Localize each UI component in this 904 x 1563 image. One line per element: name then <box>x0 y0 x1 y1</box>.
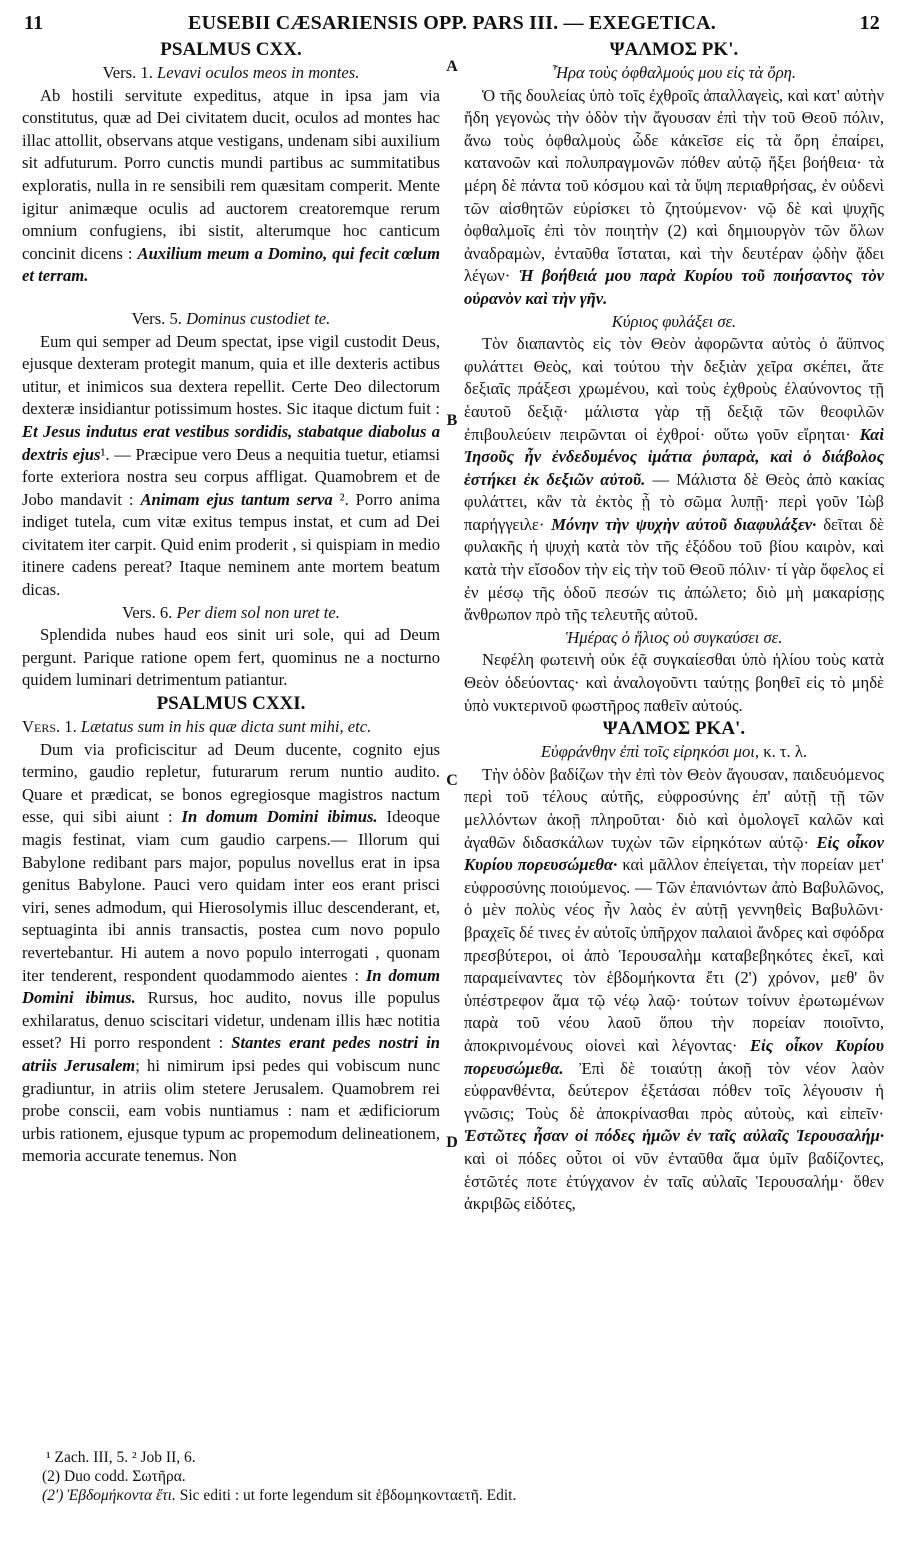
latin-column <box>22 38 440 1168</box>
paragraph <box>464 764 884 1216</box>
paragraph-text: Eum qui semper ad Deum spectat, ipse vigil custodit Deus, ejusque dexteram protegit manum, quia et ille dexteris actibus utitur, et inimicos sua dextera repellit. Certe Deo dilectorum dexteræ insidiantur potissimum hostes. Sic itaque dictum fuit : <box>22 331 440 419</box>
quotation: Stantes erant pedes nostri in atriis Jerusalem <box>22 1033 440 1075</box>
paragraph: Νεφέλη φωτεινὴ οὐκ ἐᾷ συγκαίεσθαι ὑπὸ ἡλίου τοὺς κατὰ Θεὸν ὁδεύοντας· καὶ ἀναλογοῦντι ταύτῃς βοηθεῖ εἰς τὸ μηδὲ ὑπὸ νυκτερινοῦ φωστῆρος παθεῖν αὐτούς. <box>464 650 884 715</box>
paragraph-text: καὶ μᾶλλον ἐπείγεται, τὴν πορείαν μετ' εὐφροσύνης ποιούμενος. — Τῶν ἐπανιόντων ἀπὸ Βαβυλῶνος, ὁ μὲν πολὺς νέος ἦν λαὸς ἐν αὐτῇ γεννηθεὶς Βαβυλῶνι· βραχεῖς δέ τινες ἐν αὐτοῖς ὑπῆρχον παλαιοὶ ἄνδρες καὶ σφόδρα πρεσβύτεροι, οἱ ἀπὸ Ἱερουσαλὴμ καταβεβηκότες ἐκεῖ, καὶ παραμείναντες τὸν ἑβδομήκοντα ἔτι (2') χρόνον, μεθ' ὃν ὑπέστρεφον ἅμα τῷ νέῳ λαῷ· τούτων τοίνυν ἐρωτωμένων παρὰ τοῦ νέου λαοῦ ὅπου τὴν πορείαν ποιοῖντο, ἀποκρινομένους οἱονεὶ καὶ λέγοντας· <box>464 855 884 1055</box>
quotation: In domum Domini ibimus. <box>181 807 378 827</box>
verse-label: Vers. 6. <box>122 602 173 622</box>
page-number-left: 11 <box>24 12 44 34</box>
verse-text: Lætatus sum in his quæ dicta sunt mihi, etc. <box>80 717 372 737</box>
paragraph-text: ¹. — Præcipue vero Deus a nequitia tuetur, etiamsi forte exteriora nostra seu corpus affligat. Quamobrem et de Jobo mandavit : <box>22 444 440 509</box>
footnote-2: (2) Duo codd. Σωτῆρα. <box>42 1468 186 1485</box>
paragraph-text: Ideoque magis festinat, viam cum gaudio carpens.— Illorum qui Babylone redibant pars major, populus novellus erat in ipsa genitus Babylone. Pauci vero quidam inter eos erant prisci viri, senes admodum, qui Hierosolymis illuc descenderant, et, septuaginta ibi annis transactis, postea cum novo populo revertebantur. Hi autem a novo populo interrogati , quonam iter tenderent, respondent quodammodo aientes : <box>22 807 440 985</box>
paragraph-text: Τὸν διαπαντὸς εἰς τὸν Θεὸν ἀφορῶντα αὐτὸς ὁ ἄϋπνος φυλάττει Θεὸς, καὶ τούτου τὴν δεξιὰν χεῖρα σκέπει, ἅτε δεξιαῖς πράξεσι χρωμένου, καὶ τοὺς ἐχθροὺς ἐλαύνοντος τῇ ἑαυτοῦ δεξιᾷ· μάλιστα γὰρ τῇ δεξιᾷ τῶν θεοφιλῶν ἐπιβουλεύειν πειρῶνται οἱ ἐχθροί· οὕτω γοῦν εἴρηται· <box>464 334 884 444</box>
quotation: Καὶ Ἰησοῦς ἦν ἐνδεδυμένος ἱμάτια ῥυπαρὰ, καὶ ὁ διάβολος ἑστήκει ἐκ δεξιῶν αὐτοῦ. <box>464 424 884 489</box>
verse-text: Levavi oculos meos in montes. <box>157 63 360 82</box>
verse-heading <box>22 602 440 625</box>
paragraph-text: ; hi nimirum ipsi pedes qui vobiscum nunc gradiuntur, in atriis olim stetere Jerusalem. Quamobrem rei probe conscii, eam vobis nuntiamus : nam et ædificiorum urbis rationem, ejusque typum ac propemodum delineationem, memoria accurate tenemus. Non <box>22 1055 440 1166</box>
verse-label: Vers. 1. <box>22 717 77 737</box>
running-title: EUSEBII CÆSARIENSIS OPP. PARS III. — EXEGETICA. <box>188 12 716 34</box>
quotation: Animam ejus tantum serva <box>140 489 333 509</box>
paragraph <box>22 85 440 288</box>
quotation: Ἡ βοήθειά μου παρὰ Κυρίου τοῦ ποιήσαντος τὸν οὐρανὸν καὶ τὴν γῆν. <box>464 266 884 308</box>
quotation: Ἑστῶτες ἦσαν οἱ πόδες ἡμῶν ἐν ταῖς αὐλαῖς Ἱερουσαλήμ· <box>464 1126 884 1146</box>
psalm-121-title-greek: ΨΑΛΜΟΣ ΡΚΑ'. <box>602 718 746 740</box>
footnote-3-text: Sic editi : ut forte legendum sit ἑβδομηκονταετῆ. Edit. <box>179 1487 517 1504</box>
verse-heading: Κύριος φυλάξει σε. <box>611 311 737 331</box>
quotation: Μόνην τὴν ψυχὴν αὐτοῦ διαφυλάξεν· <box>551 514 817 534</box>
paragraph <box>464 333 884 627</box>
paragraph-text: Dum via proficiscitur ad Deum ducente, cognito ejus termino, gaudio repletur, futurarum rerum nuntio audito. Quare et prædicat, se bonos egregiosque magistros nactum esse, qui sibi aiunt : <box>22 739 440 827</box>
verse-heading <box>22 308 440 331</box>
paragraph <box>22 331 440 602</box>
paragraph-text: — Μάλιστα δὲ Θεὸς ἀπὸ κακίας φυλάττει, κἂν τὰ ἐκτὸς ᾖ τὸ σῶμα λυπῇ· περὶ γοῦν Ἰὼβ παρήγγειλε· <box>464 469 885 534</box>
quotation: Et Jesus indutus erat vestibus sordidis, stabatque diabolus a dextris ejus <box>22 421 440 464</box>
quotation: Εἰς οἶκον Κυρίου πορευσώμεθα· <box>464 832 884 875</box>
verse-heading <box>22 716 440 739</box>
verse-text: Dominus custodiet te. <box>186 308 331 328</box>
paragraph-text: Ab hostili servitute expeditus, atque in ipsa jam via constitutus, quæ ad Dei civitatem ducit, oculos ad montes hac illac attollit, observans atque vestigans, undenam sibi auxilium sit adfuturum. Porro cunctis mundi partibus ac summitatibus exploratis, nulla in re sensibili rem quæsitam comperit. Mente igitur animæque oculis ad auctorem creatoremque rerum omnium confugiens, ibi sistit, alterumque hoc canticum concinit dicens : <box>22 85 440 263</box>
footnotes <box>24 1448 884 1505</box>
verse-heading: Ἦρα τοὺς ὀφθαλμούς μου εἰς τὰ ὄρη. <box>551 63 797 82</box>
paragraph <box>22 739 440 1168</box>
verse-heading <box>464 741 884 764</box>
running-header <box>22 12 882 40</box>
verse-heading <box>22 62 440 85</box>
paragraph-text: Ἐπὶ δὲ τοιαύτῃ ἀκοῇ τὸν νέον λαὸν εὐφρανθέντα, δεύτερον ἐξετάσαι πόθεν τοῖς λέγουσιν ἡ γνῶσις; Τοὺς δὲ ἀποκρίνασθαι πρὸς αὐτοὺς, καὶ εἰπεῖν· <box>464 1058 884 1123</box>
quotation: Εἰς οἶκον Κυρίου πορευσώμεθα. <box>464 1035 884 1078</box>
paragraph-text: Τὴν ὁδὸν βαδίζων τὴν ἐπὶ τὸν Θεὸν ἄγουσαν, παιδευόμενος περὶ τοῦ τέλους αὐτῆς, εὐφροσύνης ἐπ' αὐτῇ τῇ τῶν μελλόντων ἀκοῇ πληροῦται· διὸ καὶ ὁμολογεῖ καλῶν καὶ ἀγαθῶν διδασκάλων τυχὼν τῶν εἰρηκότων αὐτῷ· <box>464 764 884 852</box>
verse-label: Vers. 1. <box>102 63 153 82</box>
verse-heading: Ἡμέρας ὁ ἥλιος οὐ συγκαύσει σε. <box>565 627 783 647</box>
footnote-3-lemma: (2') Ἑβδομήκοντα ἔτι. <box>42 1487 176 1504</box>
margin-letter-d: D <box>446 1134 458 1151</box>
quotation: Auxilium meum a Domino, qui fecit cœlum et terram. <box>22 243 440 286</box>
margin-letter-a: A <box>446 58 458 75</box>
verse-label: Vers. 5. <box>131 308 182 328</box>
paragraph-text: Rursus, hoc audito, novus ille populus exhilaratus, denuo sciscitari videtur, undenam illis hæc notitia esset? Hi porro respondent : <box>22 988 440 1053</box>
psalm-120-title-greek: ΨΑΛΜΟΣ ΡΚ'. <box>609 39 739 60</box>
paragraph-text: καὶ οἱ πόδες οὗτοι οἱ νῦν ἐνταῦθα ἅμα ὑμῖν βαδίζοντες, ἑστῶτές ποτε ἐτύγχανον ἐν ταῖς αὐλαῖς Ἱερουσαλήμ· ὅθεν ἀκριβῶς εἰδότες, <box>464 1148 884 1214</box>
paragraph: Splendida nubes haud eos sinit uri sole, qui ad Deum pergunt. Parique ratione opem fert, quominus ne a nocturno quidem luminari detrimentum patiantur. <box>22 625 440 690</box>
paragraph-text: δεῖται δὲ φυλακῆς ἡ ψυχὴ κατὰ τὸν τῆς ἐξόδου τοῦ βίου καιρὸν, καὶ κατὰ τὴν εἴσοδον τὴν εἰς τὴν τοῦ Θεοῦ πόλιν· τί γὰρ ὄφελος εἰ ἐν μέσῳ τῆς ὁδοῦ πεσών τις ἀπώλετο; διὸ μὴ μακαρίσῃς ἄνθρωπον πρὸ τῆς τελευτῆς αὐτοῦ. <box>464 514 884 625</box>
margin-letter-c: C <box>446 772 458 789</box>
psalm-120-title-latin: PSALMUS CXX. <box>160 39 302 60</box>
greek-column <box>464 38 884 1216</box>
page-number-right: 12 <box>859 12 880 34</box>
verse-text: Per diem sol non uret te. <box>176 602 340 622</box>
paragraph <box>464 85 884 311</box>
margin-letter-b: B <box>446 412 458 429</box>
paragraph-text: Ὁ τῆς δουλείας ὑπὸ τοῖς ἐχθροῖς ἀπαλλαγεὶς, καὶ κατ' αὐτὴν ἤδη γεγονὼς τὴν ὁδὸν τὴν ἄγουσαν ἐπὶ τὴν τοῦ Θεοῦ πόλιν, ἄνω τοὺς ὀφθαλμοὺς ὧδε κἀκεῖσε εἰς τὰ ὄρη ἐπαίρει, κατανοῶν καὶ πολυπραγμονῶν πόθεν αὐτῷ ἥξει βοήθεια· τὰ μέρη δὲ πάντα τοῦ κόσμου καὶ τὰ ὕψη περιαθρήσας, ἐν οὐδενὶ τῶν αἰσθητῶν εὑρίσκει τὸ ζητούμενον· νῷ δὲ καὶ ψυχῆς ὀφθαλμοῖς ἐπὶ τὸν ποιητὴν (2) καὶ δημιουργὸν τῶν ὅλων ἀναδραμὼν, ἐνταῦθα ἵσταται, καὶ τὴν δευτέραν ᾠδὴν ᾄδει λέγων· <box>464 85 884 286</box>
psalm-121-title-latin: PSALMUS CXXI. <box>156 693 306 715</box>
quotation: In domum Domini ibimus. <box>22 965 440 1008</box>
paragraph-text: ². Porro anima indiget tutela, cum vitæ exitus tempus instat, et cum ad Dei civitatem iter carpit. Quid enim proderit , si quispiam in medio itinere cadens pereat? Itaque neminem ante mortem beatum dicas. <box>22 489 441 600</box>
footnote-1: ¹ Zach. III, 5. ² Job II, 6. <box>46 1449 196 1466</box>
footnote-3 <box>24 1486 884 1505</box>
verse-text: Εὐφράνθην ἐπὶ τοῖς εἰρηκόσι μοι, <box>540 742 760 762</box>
verse-tail: κ. τ. λ. <box>763 742 808 762</box>
